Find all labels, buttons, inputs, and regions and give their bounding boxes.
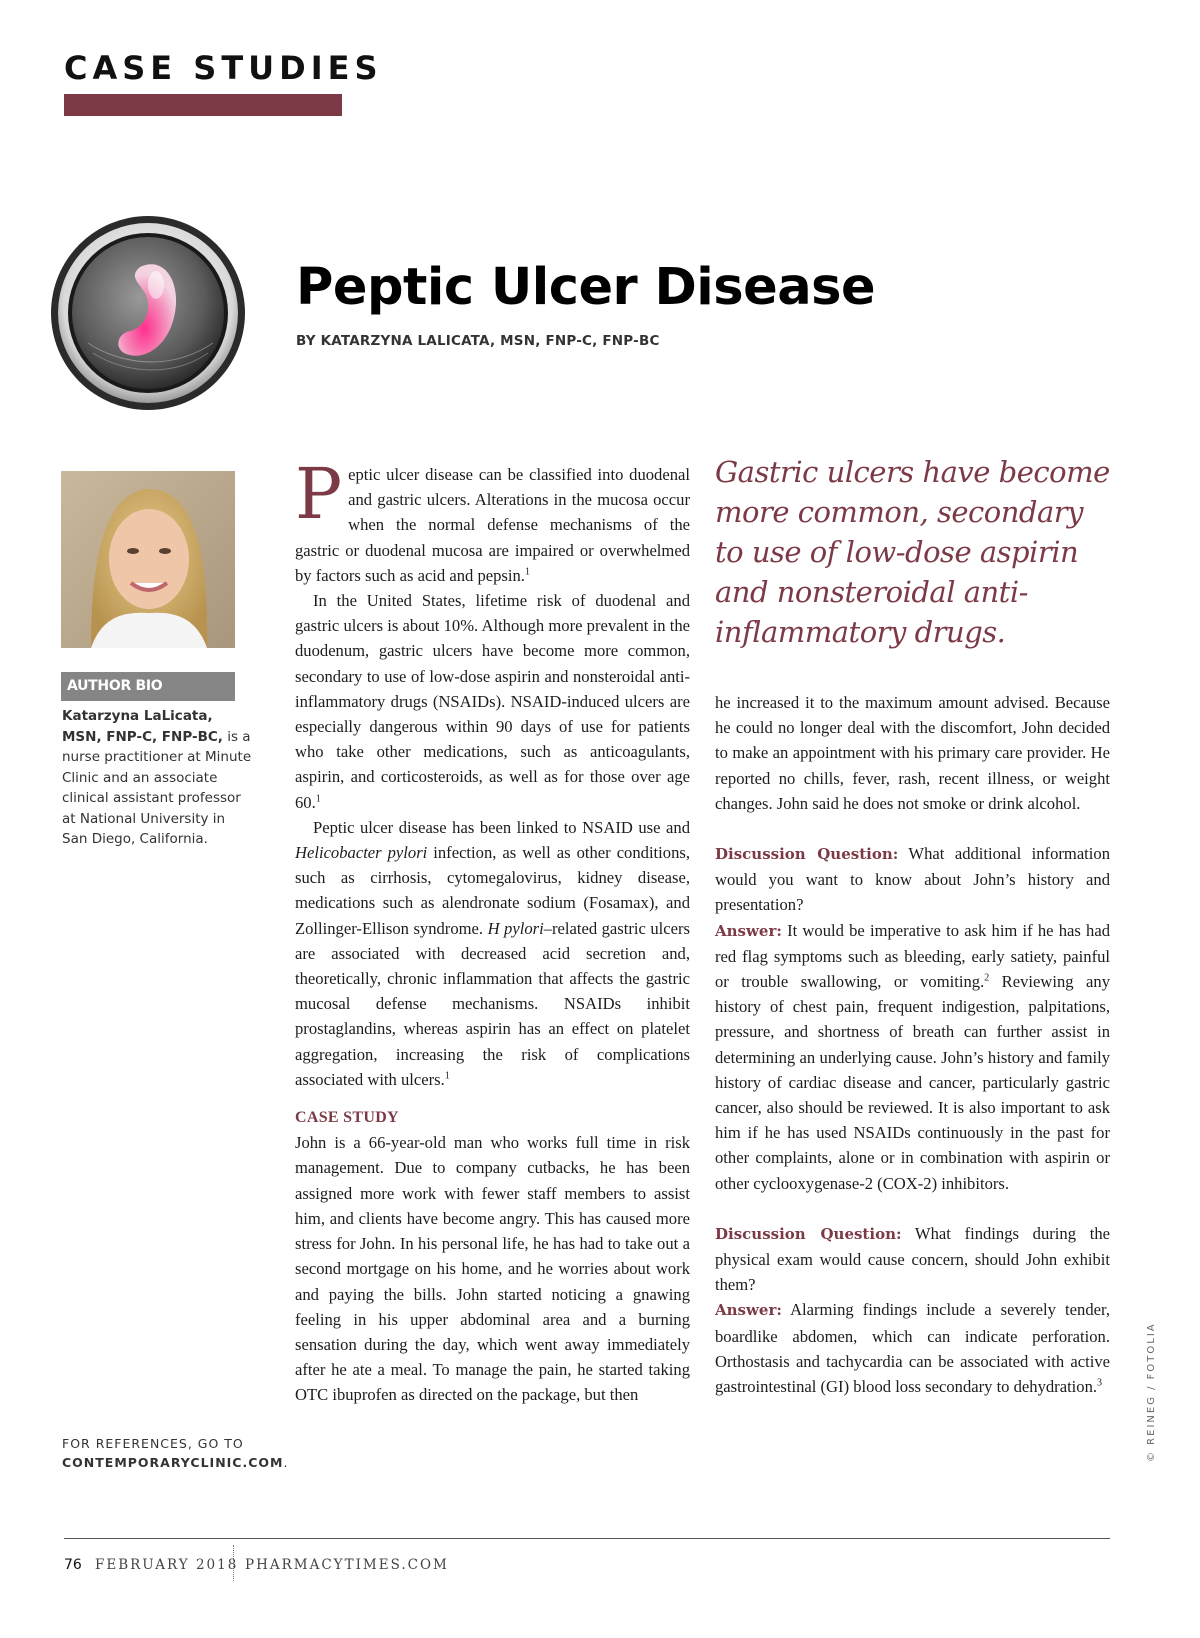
pull-quote: Gastric ulcers have become more common, secondary to use of low-dose aspirin and nonsteroidal anti-inflammatory drugs. [715, 455, 1110, 649]
citation-ref: 1 [524, 566, 530, 578]
discussion-question-1: Discussion Question: What additional information would you want to know about John’s history and presentation? [715, 844, 1110, 915]
issue-date: FEBRUARY 2018 [95, 1557, 239, 1573]
answer-label: Answer: [715, 921, 782, 940]
author-bio-text: is a nurse practitioner at Minute Clinic and an associate clinical assistant professor at National University in San Diego, California. [62, 728, 252, 847]
references-line-1: FOR REFERENCES, GO TO [62, 1436, 244, 1451]
author-bio-name: Katarzyna LaLicata, MSN, FNP-C, FNP-BC, [62, 708, 223, 745]
answer-2: Answer: Alarming findings include a severely tender, boardlike abdomen, which can indicate perforation. Orthostasis and tachycardia can be associated with active gastrointestinal (GI) blood loss secondary to dehydration.$^3$ [715, 1300, 1110, 1397]
section-bar [64, 94, 342, 116]
discussion-question-2: Discussion Question: What findings during the physical exam would cause concern, should John exhibit them? [715, 1223, 1110, 1295]
references-note: FOR REFERENCES, GO TO CONTEMPORARYCLINIC.COM. [62, 1436, 289, 1470]
drop-cap: P [295, 453, 343, 535]
citation-ref: 1 [444, 1070, 450, 1082]
paragraph-case-continued: he increased it to the maximum amount advised. Because he could no longer deal with the discomfort, John decided to make an appointment with his primary care provider. He reported no chills, fever, rash, recent illness, or weight changes. John said he does not smoke or drink alcohol. [715, 693, 1110, 813]
byline: BY KATARZYNA LALICATA, MSN, FNP-C, FNP-BC [296, 333, 660, 349]
answer-label: Answer: [715, 1301, 782, 1320]
photo-credit: © REINEG / FOTOLIA [1146, 1322, 1157, 1462]
author-bio [62, 706, 252, 850]
site-link[interactable]: PHARMACYTIMES.COM [245, 1557, 449, 1573]
citation-ref: 1 [315, 793, 321, 805]
author-bio-label: AUTHOR BIO [61, 672, 235, 701]
footer-divider [233, 1545, 235, 1581]
article-title: Peptic Ulcer Disease [296, 258, 876, 317]
page-number: 76 [64, 1557, 82, 1573]
references-link[interactable]: CONTEMPORARYCLINIC.COM [62, 1455, 284, 1470]
article-column-2 [715, 690, 1110, 1399]
section-title: CASE STUDIES [64, 49, 383, 87]
author-photo [61, 471, 235, 648]
citation-ref: 2 [984, 972, 990, 984]
paragraph-case: John is a 66-year-old man who works full time in risk management. Due to company cutbacks, he has been assigned more work with fewer staff members to assist him, and clients have become angry. This has caused more stress for John. In his personal life, he has had to take out a second mortgage on his home, and he worries about work and paying the bills. John started noticing a gnawing feeling in his upper abdominal area and a burning sensation during the day, which went away immediately after he ate a meal. To manage the pain, he started taking OTC ibuprofen as directed on the package, but then [295, 1133, 690, 1405]
article-column-1 [295, 453, 690, 1408]
citation-ref: 3 [1097, 1377, 1103, 1389]
footer-rule [64, 1538, 1110, 1539]
stomach-illustration-icon [48, 213, 248, 413]
paragraph-prevalence: In the United States, lifetime risk of duodenal and gastric ulcers is about 10%. Although more prevalent in the duodenum, gastric ulcers have become more common, secondary to use of low-dose aspirin and nonsteroidal anti-inflammatory drugs (NSAIDs). NSAID-induced ulcers are especially dangerous within 90 days of use for patients who take other medications, such as anticoagulants, aspirin, and corticosteroids, as well as for those over age 60.$^1$ [295, 591, 690, 812]
question-label: Discussion Question: [715, 1224, 902, 1243]
answer-1: Answer: It would be imperative to ask him if he has had red flag symptoms such as bleeding, early satiety, painful or trouble swallowing, or vomiting.$^2$ Reviewing any history of chest pain, frequent indigestion, palpitations, pressure, and shortness of breath can further assist in determining an underlying cause. John’s history and family history of cardiac disease and cancer, particularly gastric cancer, also should be reviewed. It is also important to ask him if he has used NSAIDs continuously in the past for other complaints, alone or in combination with aspirin or other cyclooxygenase-2 (COX-2) inhibitors. [715, 920, 1110, 1193]
case-study-heading: CASE STUDY [295, 1109, 399, 1127]
question-label: Discussion Question: [715, 845, 899, 864]
paragraph-causes: Peptic ulcer disease has been linked to NSAID use and Helicobacter pylori infection, as well as other conditions, such as cirrhosis, cytomegalovirus, kidney disease, medications such as alendronate sodium (Fosamax), and Zollinger-Ellison syndrome. H pylori–related gastric ulcers are associated with decreased acid secretion and, theoretically, chronic inflammation that affects the gastric mucosal defense mechanisms. NSAIDs inhibit prostaglandins, whereas aspirin has an effect on platelet aggregation, increasing the risk of complications associated with ulcers.$^1$ [295, 817, 690, 1089]
paragraph-intro: Peptic ulcer disease can be classified into duodenal and gastric ulcers. Alterations in the mucosa occur when the normal defense mechanisms of the gastric or duodenal mucosa are impaired or overwhelmed by factors such as acid and pepsin.$^1$ [295, 453, 690, 585]
